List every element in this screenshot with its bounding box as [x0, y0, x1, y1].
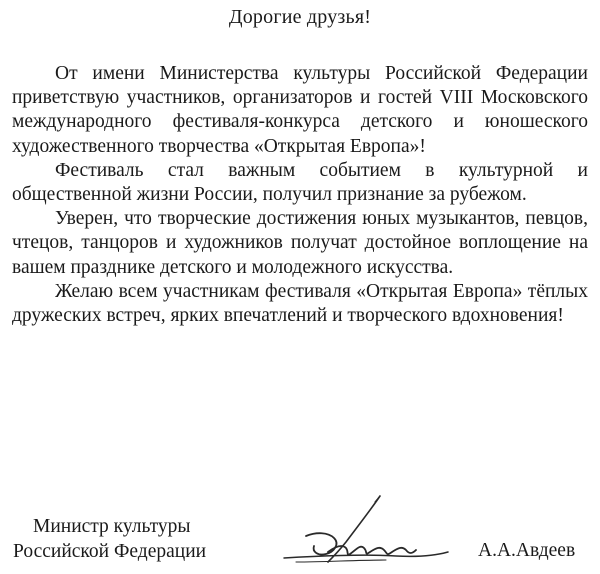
letter-greeting: Дорогие друзья!: [228, 6, 372, 28]
signatory-position-line2: Российской Федерации: [13, 540, 207, 562]
signatory-position: [13, 515, 206, 564]
letter-paragraph: От имени Министерства культуры Российской Федерации приветствую участников, организаторов и гостей VIII Московского международного фестиваля-конкурса детского и юношеского художественного творчества «Открытая Европа»!: [12, 63, 588, 157]
signatory-position-line1: Министр культуры: [33, 516, 191, 537]
signatory-name: А.А.Авдеев: [478, 540, 576, 561]
signature-block: [0, 510, 600, 574]
handwritten-signature: [276, 492, 454, 574]
letter-paragraph: Уверен, что творческие достижения юных музыкантов, певцов, чтецов, танцоров и художников получат достойное воплощение на вашем празднике детского и молодежного искусства.: [12, 208, 588, 278]
letter-body: [12, 62, 588, 328]
letter-paragraph: Фестиваль стал важным событием в культурной и общественной жизни России, получил признание за рубежом.: [12, 159, 588, 206]
letter-paragraph: Желаю всем участникам фестиваля «Открытая Европа» тёплых дружеских встреч, ярких впечатлений и творческого вдохновения!: [12, 280, 588, 327]
